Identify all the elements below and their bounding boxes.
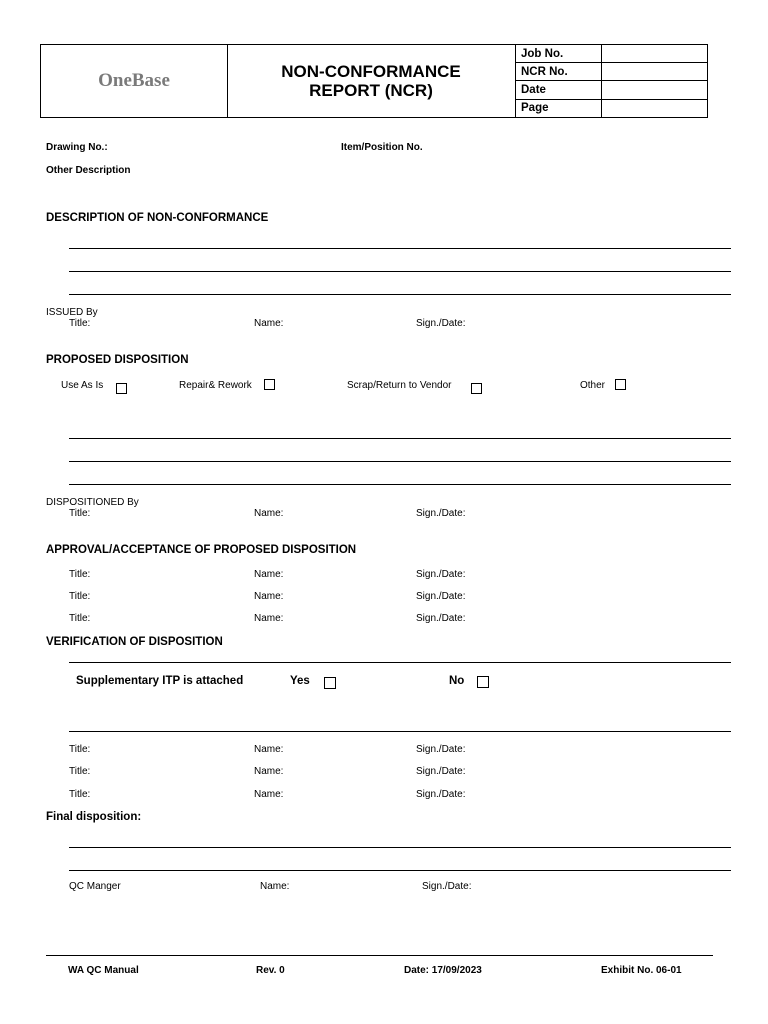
page-label: Page	[515, 99, 602, 117]
verification-heading: VERIFICATION OF DISPOSITION	[46, 636, 223, 648]
approval-sign-date-label: Sign./Date:	[416, 613, 466, 624]
qc-manager-label: QC Manger	[69, 881, 121, 892]
verification-bottom-line	[69, 731, 731, 732]
other-checkbox[interactable]	[615, 379, 626, 390]
use-as-is-checkbox[interactable]	[116, 383, 127, 394]
dispositioned-sign-date-label: Sign./Date:	[416, 508, 466, 519]
footer-manual: WA QC Manual	[68, 965, 139, 976]
proposed-disposition-heading: PROPOSED DISPOSITION	[46, 354, 189, 366]
report-title	[227, 45, 516, 117]
issued-sign-date-label: Sign./Date:	[416, 318, 466, 329]
approval-sign-date-label: Sign./Date:	[416, 569, 466, 580]
description-line-2[interactable]	[69, 271, 731, 272]
approval-sign-date-label: Sign./Date:	[416, 591, 466, 602]
description-line-1[interactable]	[69, 248, 731, 249]
verification-sign-date-label: Sign./Date:	[416, 744, 466, 755]
repair-rework-label: Repair& Rework	[179, 380, 252, 391]
no-checkbox[interactable]	[477, 676, 489, 688]
qc-manager-sign-date-label: Sign./Date:	[422, 881, 472, 892]
approval-title-label: Title:	[69, 613, 91, 624]
verification-sign-date-label: Sign./Date:	[416, 766, 466, 777]
date-label: Date	[515, 81, 602, 99]
issued-name-label: Name:	[254, 318, 284, 329]
disposition-line-1[interactable]	[69, 438, 731, 439]
disposition-line-3[interactable]	[69, 484, 731, 485]
yes-label: Yes	[290, 675, 310, 687]
page-field[interactable]	[602, 99, 708, 117]
approval-name-label: Name:	[254, 569, 284, 580]
dispositioned-name-label: Name:	[254, 508, 284, 519]
verification-title-label: Title:	[69, 766, 91, 777]
verification-title-label: Title:	[69, 744, 91, 755]
job-no-label: Job No.	[515, 45, 602, 63]
verification-sign-date-label: Sign./Date:	[416, 789, 466, 800]
description-line-3[interactable]	[69, 294, 731, 295]
company-logo: OneBase	[41, 45, 228, 117]
issued-by-label: ISSUED By	[46, 307, 98, 318]
verification-name-label: Name:	[254, 766, 284, 777]
ncr-no-label: NCR No.	[515, 63, 602, 81]
header-meta-table	[515, 45, 707, 117]
approval-title-label: Title:	[69, 569, 91, 580]
use-as-is-label: Use As Is	[61, 380, 104, 391]
approval-heading: APPROVAL/ACCEPTANCE OF PROPOSED DISPOSITION	[46, 544, 357, 556]
final-disposition-heading: Final disposition:	[46, 811, 142, 823]
dispositioned-title-label: Title:	[69, 508, 91, 519]
verification-name-label: Name:	[254, 789, 284, 800]
ncr-no-field[interactable]	[602, 63, 708, 81]
job-no-field[interactable]	[602, 45, 708, 63]
item-position-label: Item/Position No.	[341, 142, 423, 153]
final-disposition-line-2[interactable]	[69, 870, 731, 871]
approval-name-label: Name:	[254, 591, 284, 602]
repair-rework-checkbox[interactable]	[264, 379, 275, 390]
other-label: Other	[580, 380, 606, 391]
no-label: No	[449, 675, 465, 687]
verification-name-label: Name:	[254, 744, 284, 755]
report-title-line2: REPORT (NCR)	[309, 81, 433, 100]
qc-manager-name-label: Name:	[260, 881, 290, 892]
final-disposition-line-1[interactable]	[69, 847, 731, 848]
description-heading: DESCRIPTION OF NON-CONFORMANCE	[46, 212, 269, 224]
issued-title-label: Title:	[69, 318, 91, 329]
footer-rev: Rev. 0	[256, 965, 285, 976]
footer-date: Date: 17/09/2023	[404, 965, 482, 976]
report-header	[40, 44, 708, 118]
dispositioned-by-label: DISPOSITIONED By	[46, 497, 139, 508]
footer-divider	[46, 955, 713, 956]
other-description-label: Other Description	[46, 165, 131, 176]
supplementary-itp-label: Supplementary ITP is attached	[76, 675, 244, 687]
verification-title-label: Title:	[69, 789, 91, 800]
drawing-no-label: Drawing No.:	[46, 142, 108, 153]
report-title-line1: NON-CONFORMANCE	[281, 62, 461, 81]
scrap-return-checkbox[interactable]	[471, 383, 482, 394]
yes-checkbox[interactable]	[324, 677, 336, 689]
date-field[interactable]	[602, 81, 708, 99]
scrap-return-label: Scrap/Return to Vendor	[347, 380, 452, 391]
approval-title-label: Title:	[69, 591, 91, 602]
verification-top-line	[69, 662, 731, 663]
approval-name-label: Name:	[254, 613, 284, 624]
disposition-line-2[interactable]	[69, 461, 731, 462]
footer-exhibit: Exhibit No. 06-01	[601, 965, 682, 976]
